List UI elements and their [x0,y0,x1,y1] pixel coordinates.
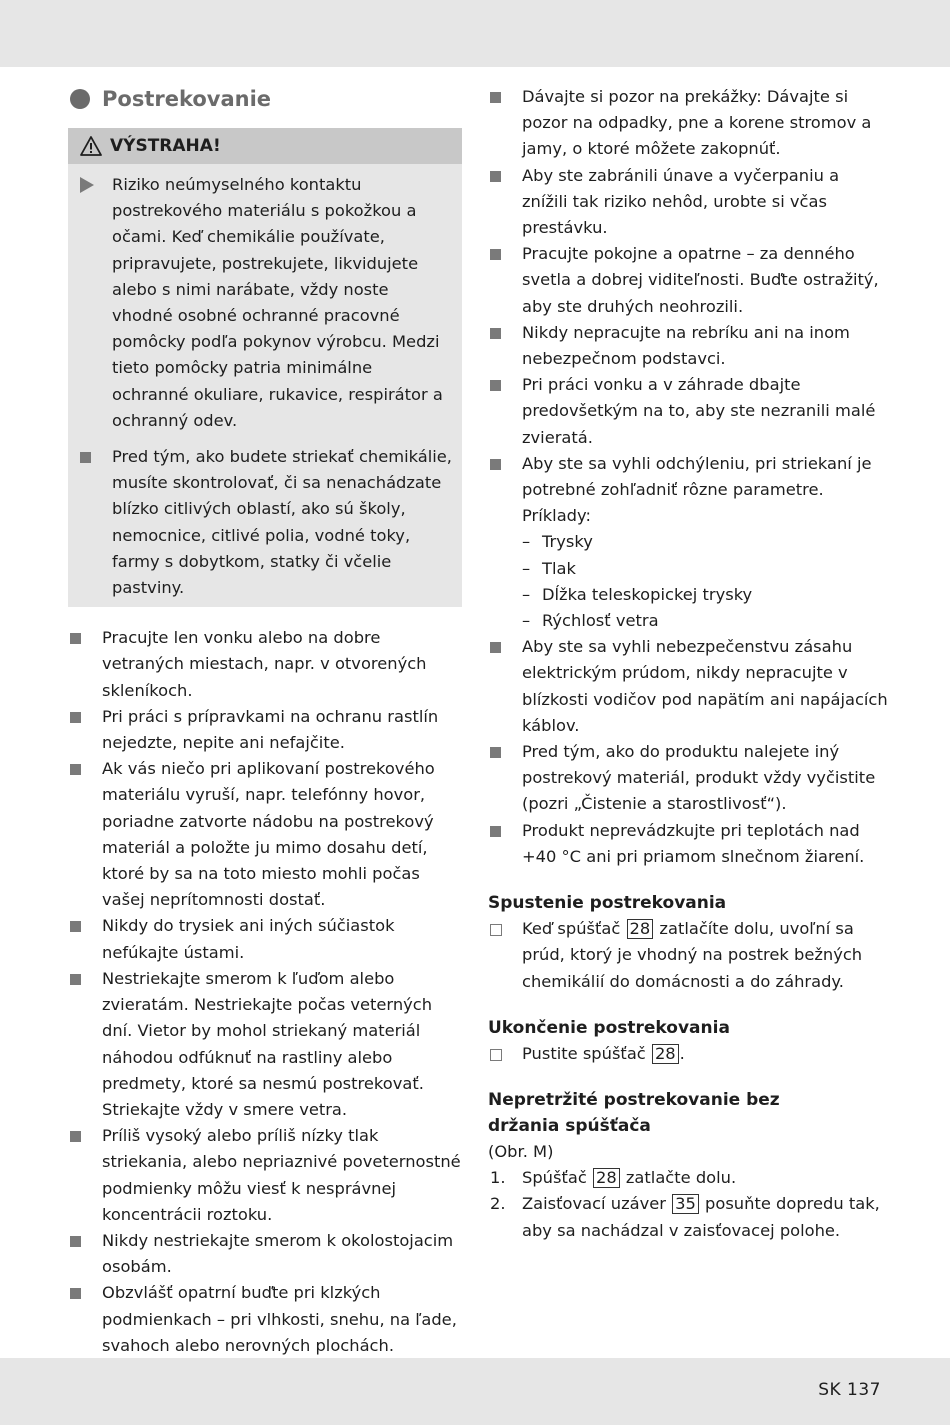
square-bullet-icon [70,633,81,644]
list-item: Nikdy nepracujte na rebríku ani na inom nebezpečnom podstavci. [488,320,888,372]
start-heading: Spustenie postrekovania [488,893,727,914]
list-item: Dávajte si pozor na prekážky: Dávajte si pozor na odpadky, pne a korene stromov a jamy, o ktoré môžete zakopnúť. [488,84,888,163]
square-bullet-icon [70,1131,81,1142]
square-bullet-icon [490,747,501,758]
square-bullet-icon [490,328,501,339]
list-item: Nikdy nestriekajte smerom k okolostojacim osobám. [68,1228,462,1280]
example-item: – Trysky [522,529,888,555]
arrow-bullet-icon [80,177,94,193]
example-item: – Rýchlosť vetra [522,608,888,634]
stop-heading: Ukončenie postrekovania [488,1017,730,1038]
examples-label: Príklady: [522,506,591,526]
list-item: Pred tým, ako do produktu nalejete iný postrekový materiál, produkt vždy vyčistite (pozri „Čistenie a starostlivosť“). [488,739,888,818]
part-reference: 28 [593,1168,620,1188]
square-bullet-icon [70,712,81,723]
part-reference: 35 [672,1194,699,1214]
step-item: 2. Zaisťovací uzáver 35 posuňte dopredu tak, aby sa nachádzal v zaisťovacej polohe. [488,1191,888,1243]
checkbox-bullet-icon [490,1049,502,1061]
start-instruction: Keď spúšťač 28 zatlačíte dolu, uvoľní sa prúd, ktorý je vhodný na postrek bežných chemikálií do domácnosti a do záhrady. [488,916,888,995]
stop-instruction: Pustite spúšťač 28 . [488,1041,888,1067]
square-bullet-icon [490,459,501,470]
square-bullet-icon [70,921,81,932]
header-band [0,0,950,67]
step-number: 1. [490,1168,506,1188]
square-bullet-icon [490,380,501,391]
figure-reference: (Obr. M) [488,1141,554,1161]
square-bullet-icon [490,249,501,260]
example-item: – Dĺžka teleskopickej trysky [522,582,888,608]
list-item: Pri práci s prípravkami na ochranu rastlín nejedzte, nepite ani nefajčite. [68,704,462,756]
list-item: Produkt neprevádzkujte pri teplotách nad +40 °C ani pri priamom slnečnom žiarení. [488,818,888,870]
list-item: Pracujte len vonku alebo na dobre vetraných miestach, napr. v otvorených skleníkoch. [68,625,462,704]
right-column [488,84,888,1244]
part-reference: 28 [652,1044,679,1064]
part-reference: 28 [627,919,654,939]
warning-label: VÝSTRAHA! [110,136,221,156]
checkbox-bullet-icon [490,924,502,936]
square-bullet-icon [80,452,91,463]
square-bullet-icon [490,92,501,103]
list-item: Nestriekajte smerom k ľuďom alebo zvieratám. Nestriekajte počas veterných dní. Vietor by mohol striekaný materiál náhodou odfúknuť na rastliny alebo predmety, ktoré sa nesmú postrekovať. Striekajte vždy v smere vetra. [68,966,462,1123]
list-item: Pri práci vonku a v záhrade dbajte predovšetkým na to, aby ste nezranili malé zvieratá. [488,372,888,451]
footer-band [0,1358,950,1425]
square-bullet-icon [70,764,81,775]
list-item: Ak vás niečo pri aplikovaní postrekového materiálu vyruší, napr. telefónny hovor, poriadne zatvorte nádobu na postrekový materiál a položte ju mimo dosahu detí, ktoré by sa na toto miesto mohli počas vašej neprítomnosti dostať. [68,756,462,913]
continuous-heading: Nepretržité postrekovanie bez držania spúšťača [488,1089,780,1136]
bullet-dot-icon [70,89,90,109]
warning-item: Riziko neúmyselného kontaktu postrekového materiálu s pokožkou a očami. Keď chemikálie používate, pripravujete, postrekujete, likvidujete alebo s nimi narábate, vždy noste vhodné osobné ochranné pracovné pomôcky podľa pokynov výrobcu. Medzi tieto pomôcky patria minimálne ochranné okuliare, rukavice, respirátor a ochranný odev. [68,168,462,434]
square-bullet-icon [70,974,81,985]
list-item: Pracujte pokojne a opatrne – za denného svetla a dobrej viditeľnosti. Buďte ostražitý, aby ste druhých neohrozili. [488,241,888,320]
list-item: Príliš vysoký alebo príliš nízky tlak striekania, alebo nepriaznivé poveternostné podmienky môžu viesť k nesprávnej koncentrácii roztoku. [68,1123,462,1228]
list-item: Obzvlášť opatrní buďte pri klzkých podmienkach – pri vlhkosti, snehu, na ľade, svahoch alebo nerovných plochách. [68,1280,462,1359]
list-item: Aby ste sa vyhli nebezpečenstvu zásahu elektrickým prúdom, nikdy nepracujte v blízkosti vodičov pod napätím ani napájacích káblov. [488,634,888,739]
warning-box [68,128,462,607]
square-bullet-icon [70,1236,81,1247]
square-bullet-icon [490,826,501,837]
list-item-parameters: Aby ste sa vyhli odchýleniu, pri striekaní je potrebné zohľadniť rôzne parametre. Príklady: – Trysky – Tlak – Dĺžka teleskopickej trysky – Rýchlosť vetra [488,451,888,634]
safety-list-left [68,625,462,1359]
list-item: Nikdy do trysiek ani iných súčiastok nefúkajte ústami. [68,913,462,965]
square-bullet-icon [490,642,501,653]
example-item: – Tlak [522,556,888,582]
step-item: 1. Spúšťač 28 zatlačte dolu. [488,1165,888,1191]
warning-header [68,128,462,164]
square-bullet-icon [70,1288,81,1299]
square-bullet-icon [490,171,501,182]
page-number: SK 137 [818,1380,881,1400]
step-number: 2. [490,1194,506,1214]
safety-list-right [488,84,888,870]
warning-item: Pred tým, ako budete striekať chemikálie, musíte skontrolovať, či sa nenachádzate blízko citlivých oblastí, ako sú školy, nemocnice, citlivé polia, vodné toky, farmy s dobytkom, statky či včelie pastviny. [68,444,462,601]
warning-triangle-icon [80,136,102,156]
section-title: Postrekovanie [68,84,462,114]
list-item: Aby ste zabránili únave a vyčerpaniu a znížili tak riziko nehôd, urobte si včas prestávku. [488,163,888,242]
left-column [68,84,462,1359]
